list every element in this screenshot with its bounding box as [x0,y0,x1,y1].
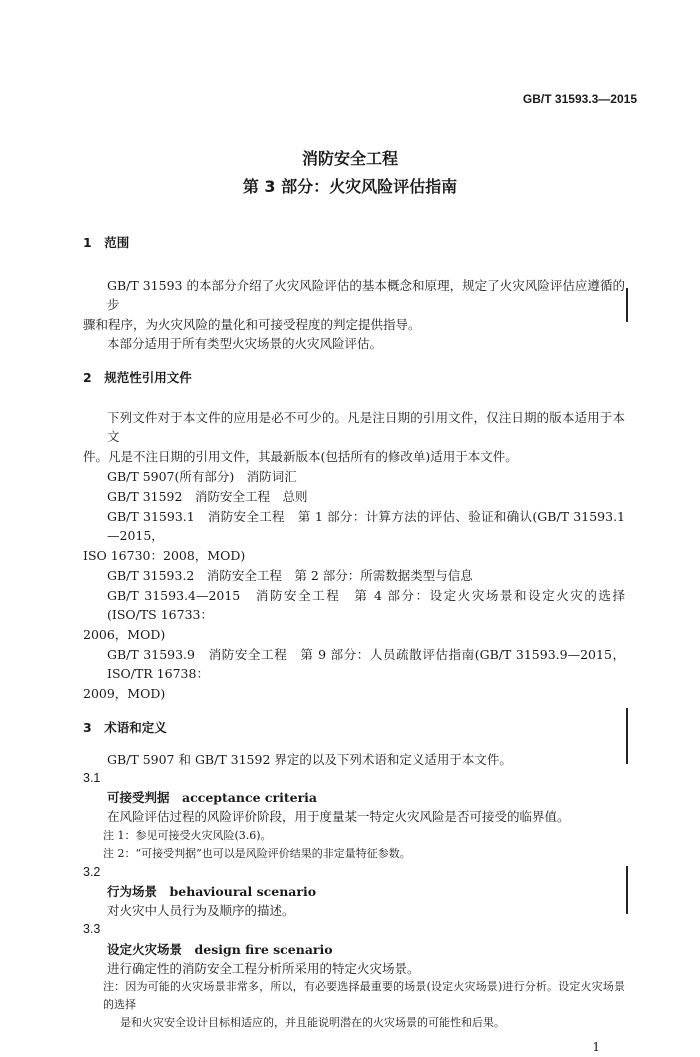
reference-item-cont: 2009，MOD) [83,686,166,701]
reference-item: GB/T 5907(所有部分) 消防词汇 [107,469,297,484]
section-3-intro: GB/T 5907 和 GB/T 31592 界定的以及下列术语和定义适用于本文件。 [107,752,512,767]
term-title: 行为场景 behavioural scenario [107,884,317,899]
paragraph-line: 本部分适用于所有类型火灾场景的火灾风险评估。 [107,336,383,351]
paragraph-line: GB/T 31593 的本部分介绍了火灾风险评估的基本概念和原理，规定了火灾风险评估应遵循的步 [107,278,625,312]
document-subtitle: 第 3 部分：火灾风险评估指南 [242,177,458,196]
term-title: 可接受判据 acceptance criteria [107,790,317,805]
reference-item: GB/T 31593.2 消防安全工程 第 2 部分：所需数据类型与信息 [107,568,473,583]
change-bar [626,708,628,764]
reference-item: GB/T 31593.1 消防安全工程 第 1 部分：计算方法的评估、验证和确认(GB/T 31593.1—2015， [107,509,625,543]
term-number: 3.1 [83,771,101,785]
term-definition: 对火灾中人员行为及顺序的描述。 [107,903,295,918]
change-bar [626,288,628,322]
paragraph-line: 骤和程序，为火灾风险的量化和可接受程度的判定提供指导。 [83,317,421,332]
term-note-cont: 是和火灾安全设计目标相适应的，并且能说明潜在的火灾场景的可能性和后果。 [120,1016,505,1029]
term-title: 设定火灾场景 design fire scenario [107,942,333,957]
term-number: 3.2 [83,865,101,879]
reference-item: GB/T 31592 消防安全工程 总则 [107,489,308,504]
paragraph-line: 下列文件对于本文件的应用是必不可少的。凡是注日期的引用文件，仅注日期的版本适用于本文 [107,410,625,444]
term-number: 3.3 [83,922,101,936]
term-note: 注 2：“可接受判据”也可以是风险评价结果的非定量特征参数。 [103,847,411,860]
term-note: 注：因为可能的火灾场景非常多，所以，有必要选择最重要的场景(设定火灾场景)进行分析。设定火灾场景的选择 [103,980,625,1011]
change-bar [626,866,628,914]
reference-item: GB/T 31593.4—2015 消防安全工程 第 4 部分：设定火灾场景和设定火灾的选择(ISO/TS 16733： [107,588,625,622]
section-2-heading: 2 规范性引用文件 [83,370,192,385]
paragraph-line: 件。凡是不注日期的引用文件，其最新版本(包括所有的修改单)适用于本文件。 [83,449,518,464]
page-number: 1 [592,1040,600,1054]
document-title: 消防安全工程 [301,149,398,168]
section-1-heading: 1 范围 [83,235,130,250]
reference-item: GB/T 31593.9 消防安全工程 第 9 部分：人员疏散评估指南(GB/T 31593.9—2015，ISO/TR 16738： [107,647,625,681]
term-definition: 在风险评估过程的风险评价阶段，用于度量某一特定火灾风险是否可接受的临界值。 [107,809,570,824]
reference-item-cont: 2006，MOD) [83,627,166,642]
term-note: 注 1：参见可接受火灾风险(3.6)。 [103,829,272,842]
term-definition: 进行确定性的消防安全工程分析所采用的特定火灾场景。 [107,961,420,976]
section-3-heading: 3 术语和定义 [83,720,167,735]
standard-number: GB/T 31593.3—2015 [522,92,637,106]
document-body [83,233,625,1057]
reference-item-cont: ISO 16730：2008，MOD) [83,548,246,563]
